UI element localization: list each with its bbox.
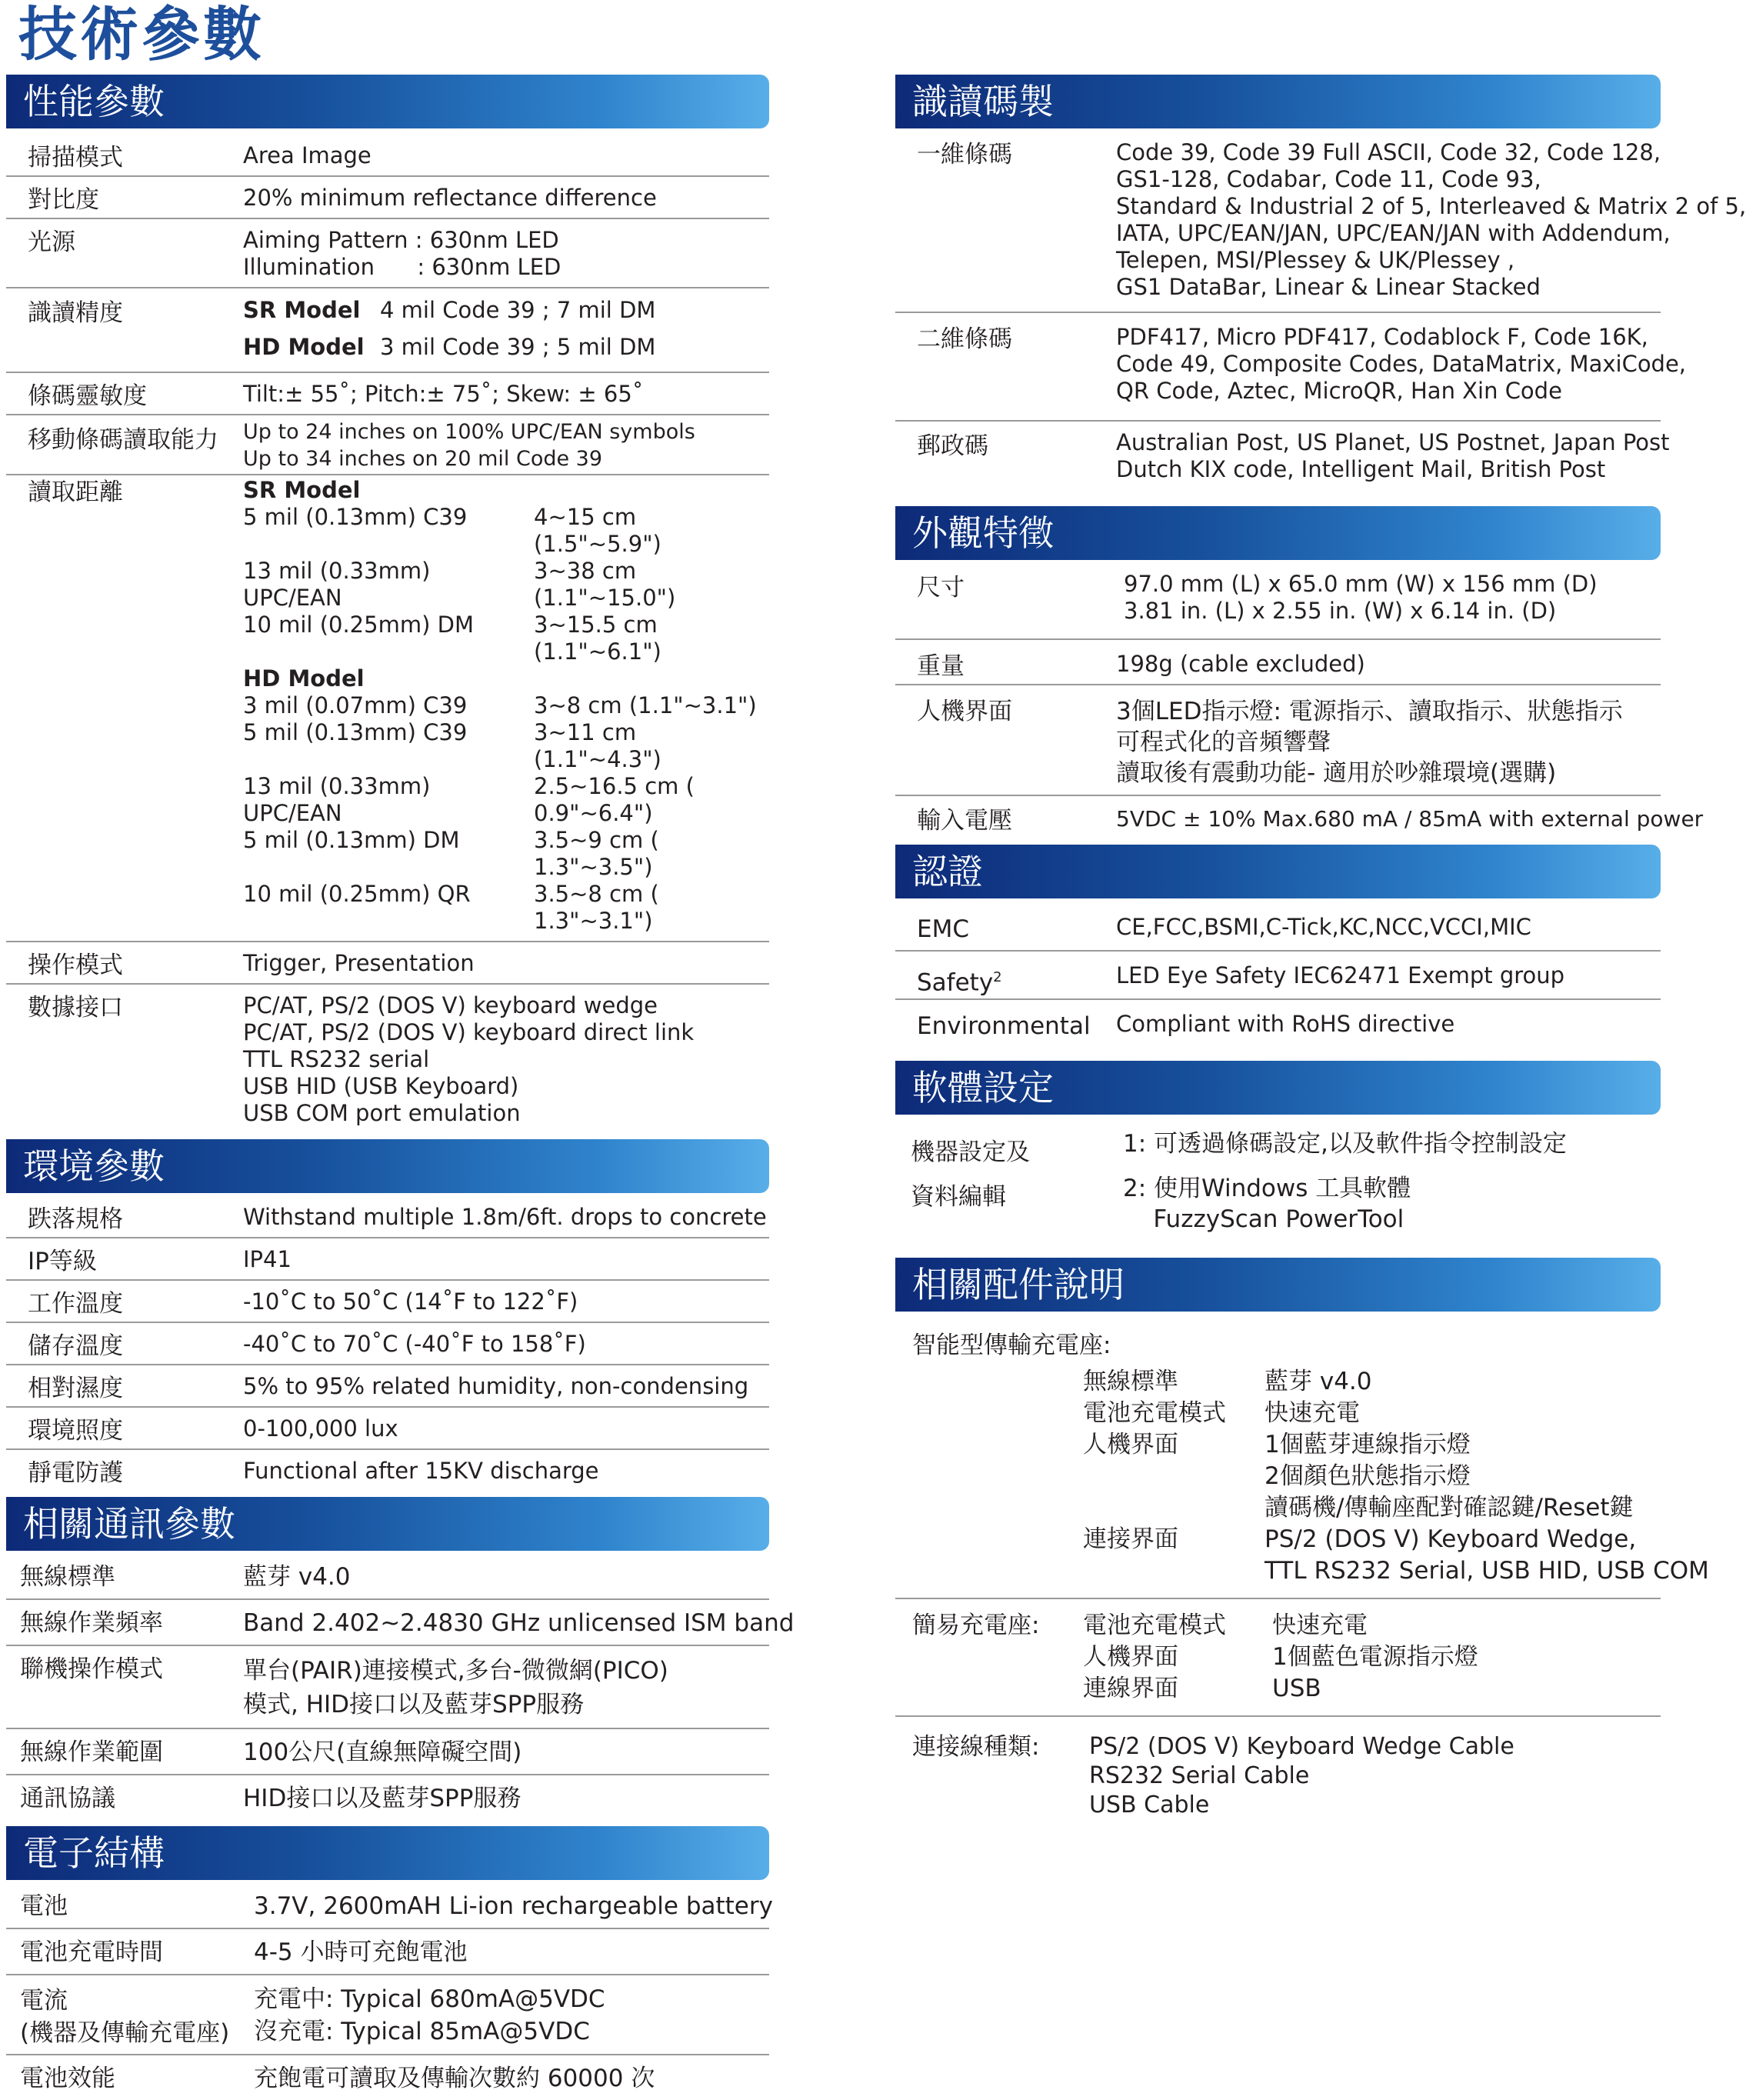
- range-cell: 3~38 cm (1.1"~15.0"): [534, 558, 676, 611]
- code-cell: 5 mil (0.13mm) DM: [243, 827, 460, 853]
- cable-item: PS/2 (DOS V) Keyboard Wedge Cable: [1089, 1733, 1514, 1760]
- section-header-symbologies: 識讀碼製: [895, 75, 1661, 128]
- model-name: SR Model: [243, 297, 361, 323]
- spec-label: 數據接口: [28, 994, 123, 1022]
- cradle-row: [1083, 1366, 1661, 1398]
- spec-value: Trigger, Presentation: [243, 950, 475, 976]
- distance-row: [243, 692, 769, 719]
- code-cell: 5 mil (0.13mm) C39: [243, 504, 468, 530]
- spec-label: 儲存溫度: [28, 1332, 123, 1360]
- cradle-value: 藍芽 v4.0: [1265, 1368, 1372, 1395]
- spec-value: 1: 可透過條碼設定,以及軟件指令控制設定: [1123, 1130, 1567, 1158]
- cradle-value: PS/2 (DOS V) Keyboard Wedge,: [1265, 1525, 1637, 1553]
- spec-row-safety: [895, 952, 1661, 1000]
- cradle-value: 1個藍芽連線指示燈: [1265, 1431, 1471, 1458]
- spec-value: 5% to 95% related humidity, non-condensing: [243, 1373, 749, 1399]
- spec-value: 充飽電可讀取及傳輸次數約 60000 次: [254, 2065, 655, 2092]
- spec-label: Environmental: [917, 1012, 1091, 1040]
- spec-label: 無線作業頻率: [20, 1609, 163, 1637]
- spec-label: 人機界面: [917, 698, 1012, 725]
- spec-value: FuzzyScan PowerTool: [1123, 1205, 1404, 1233]
- spec-value: PC/AT, PS/2 (DOS V) keyboard direct link: [243, 1019, 695, 1045]
- spec-value: PDF417, Micro PDF417, Codablock F, Code 16K,: [1116, 324, 1648, 350]
- spec-row-weight: [895, 640, 1661, 685]
- spec-value: QR Code, Aztec, MicroQR, Han Xin Code: [1116, 378, 1562, 404]
- spec-value: -40˚C to 70˚C (-40˚F to 158˚F): [243, 1331, 586, 1357]
- spec-label: [20, 1985, 229, 2049]
- electronics-rows: [6, 1880, 773, 2100]
- cradle-value: 讀碼機/傳輸座配對確認鍵/Reset鍵: [1265, 1494, 1634, 1522]
- model-name: SR Model: [243, 477, 361, 503]
- spec-row-operation: [6, 942, 769, 985]
- cradle-key: 連接界面: [1083, 1525, 1178, 1553]
- section-header-comms: 相關通訊參數: [6, 1497, 769, 1551]
- spec-row: [6, 1975, 769, 2055]
- cradle-row: [1083, 1673, 1661, 1705]
- spec-label-line: 電流: [20, 1987, 68, 2015]
- spec-value: 充電中: Typical 680mA@5VDC: [254, 1985, 605, 2013]
- distance-row: [243, 504, 769, 558]
- spec-label: 條碼靈敏度: [28, 382, 147, 410]
- spec-label: 相對濕度: [28, 1375, 123, 1402]
- cradle-value: 2個顏色狀態指示燈: [1265, 1462, 1471, 1490]
- spec-value: 3 mil Code 39 ; 5 mil DM: [380, 334, 656, 360]
- spec-row-hmi: [895, 685, 1661, 796]
- distance-row: [243, 773, 769, 827]
- spec-label: 電池效能: [20, 2065, 115, 2092]
- cradle-row: [1083, 1642, 1661, 1673]
- spec-value: Illumination : 630nm LED: [243, 254, 561, 280]
- code-cell: 13 mil (0.33mm) UPC/EAN: [243, 558, 431, 611]
- spec-label: 電池: [20, 1892, 68, 1920]
- cable-block: [895, 1728, 1661, 1820]
- spec-row-light-source: [6, 219, 769, 288]
- spec-value: Withstand multiple 1.8m/6ft. drops to concrete: [243, 1204, 767, 1230]
- spec-label: 環境照度: [28, 1417, 123, 1445]
- spec-value: 100公尺(直線無障礙空間): [243, 1738, 522, 1766]
- divider: [895, 1598, 1661, 1599]
- spec-value: IP41: [243, 1246, 292, 1272]
- spec-value: Telepen, MSI/Plessey & UK/Plessey ,: [1116, 247, 1515, 273]
- cradle-key: 人機界面: [1083, 1431, 1178, 1458]
- spec-label: IP等級: [28, 1248, 97, 1275]
- spec-row-2d: [895, 313, 1687, 422]
- footnote-marker: 2: [993, 969, 1002, 985]
- spec-label-line: (機器及傳輸充電座): [20, 2019, 230, 2047]
- spec-value: PC/AT, PS/2 (DOS V) keyboard wedge: [243, 992, 658, 1018]
- spec-row: [6, 1323, 769, 1365]
- spec-row: [6, 1193, 769, 1238]
- spec-row: [6, 1646, 769, 1729]
- spec-label-line: 機器設定及: [911, 1138, 1030, 1166]
- code-cell: 5 mil (0.13mm) C39: [243, 719, 468, 745]
- spec-row: [6, 1365, 769, 1408]
- spec-label-line: 資料編輯: [911, 1183, 1006, 1211]
- spec-value: 3個LED指示燈: 電源指示、讀取指示、狀態指示: [1116, 698, 1623, 725]
- spec-label: 郵政碼: [917, 432, 988, 460]
- code-cell: 13 mil (0.33mm) UPC/EAN: [243, 773, 431, 826]
- spec-value: Up to 24 inches on 100% UPC/EAN symbols: [243, 420, 695, 444]
- cradle-block: [895, 1366, 1709, 1587]
- model-name: HD Model: [243, 665, 365, 692]
- spec-row-voltage: [895, 796, 1704, 838]
- spec-value: 5VDC ± 10% Max.680 mA / 85mA with external power: [1116, 806, 1704, 832]
- spec-value: GS1-128, Codabar, Code 11, Code 93,: [1116, 166, 1541, 192]
- spec-value: 3.81 in. (L) x 2.55 in. (W) x 6.14 in. (D): [1124, 598, 1557, 624]
- spec-row: [6, 1729, 769, 1775]
- cradle-key: 無線標準: [1083, 1368, 1178, 1395]
- code-cell: 10 mil (0.25mm) QR: [243, 881, 471, 907]
- spec-label: 一維條碼: [917, 141, 1012, 168]
- spec-label: 靜電防護: [28, 1459, 123, 1487]
- range-cell: 3~8 cm (1.1"~3.1"): [534, 692, 757, 718]
- cradle-key: 電池充電模式: [1083, 1612, 1226, 1639]
- spec-label: 操作模式: [28, 952, 123, 979]
- cradle-value: 快速充電: [1272, 1612, 1368, 1639]
- spec-label: 識讀精度: [28, 299, 123, 327]
- cable-title: 連接線種類:: [912, 1733, 1040, 1761]
- cradle-row: [1083, 1524, 1709, 1587]
- spec-row-contrast: [6, 177, 769, 219]
- environment-rows: [6, 1193, 769, 1491]
- spec-value: 97.0 mm (L) x 65.0 mm (W) x 156 mm (D): [1124, 571, 1598, 597]
- spec-value: -10˚C to 50˚C (14˚F to 122˚F): [243, 1288, 578, 1315]
- spec-value: Functional after 15KV discharge: [243, 1458, 599, 1484]
- section-header-electronics: 電子結構: [6, 1826, 769, 1880]
- spec-label: [911, 1130, 1030, 1219]
- distance-row: [243, 719, 769, 773]
- spec-value: 可程式化的音頻響聲: [1116, 728, 1331, 756]
- cradle-value: TTL RS232 Serial, USB HID, USB COM: [1265, 1557, 1709, 1585]
- spec-value: 沒充電: Typical 85mA@5VDC: [254, 2018, 590, 2045]
- spec-label: 無線標準: [20, 1563, 115, 1591]
- spec-value: Standard & Industrial 2 of 5, Interleaved & Matrix 2 of 5,: [1116, 193, 1746, 219]
- spec-row-motion: [6, 415, 769, 475]
- spec-label: 工作溫度: [28, 1290, 123, 1318]
- spec-value: CE,FCC,BSMI,C-Tick,KC,NCC,VCCI,MIC: [1116, 914, 1531, 940]
- spec-value: 4 mil Code 39 ; 7 mil DM: [380, 297, 656, 323]
- spec-value: Code 39, Code 39 Full ASCII, Code 32, Code 128,: [1116, 139, 1661, 165]
- spec-value: 模式, HID接口以及藍芽SPP服務: [243, 1691, 585, 1718]
- spec-row: [6, 1929, 769, 1975]
- distance-row: [243, 558, 769, 612]
- spec-label: 移動條碼讀取能力: [28, 426, 218, 454]
- left-column: [6, 75, 795, 2100]
- spec-value: Compliant with RoHS directive: [1116, 1011, 1455, 1037]
- range-cell: 3.5~8 cm ( 1.3"~3.1"): [534, 881, 659, 934]
- cradle-value: 1個藍色電源指示燈: [1272, 1643, 1478, 1671]
- spec-label: 二維條碼: [917, 325, 1012, 353]
- spec-row: [6, 1600, 795, 1646]
- spec-label: 尺寸: [917, 574, 965, 602]
- spec-label: 讀取距離: [28, 478, 123, 506]
- code-cell: 3 mil (0.07mm) C39: [243, 692, 468, 718]
- spec-row: [6, 2055, 769, 2100]
- code-cell: 10 mil (0.25mm) DM: [243, 612, 474, 638]
- spec-label: 掃描模式: [28, 144, 123, 172]
- spec-value: TTL RS232 serial: [243, 1046, 430, 1072]
- cradle-title: 智能型傳輸充電座:: [912, 1332, 1111, 1359]
- spec-label: 聯機操作模式: [20, 1655, 163, 1683]
- spec-row: [6, 1238, 769, 1281]
- cradle-value: USB: [1272, 1675, 1321, 1702]
- spec-row-interface: [6, 985, 769, 1133]
- section-header-certification: 認證: [895, 845, 1661, 898]
- model-name: HD Model: [243, 334, 365, 360]
- spec-value: USB COM port emulation: [243, 1100, 521, 1126]
- divider: [895, 1715, 1661, 1717]
- range-cell: 3.5~9 cm ( 1.3"~3.5"): [534, 827, 659, 880]
- spec-row: [6, 1408, 769, 1450]
- section-header-accessories: 相關配件說明: [895, 1258, 1661, 1312]
- simple-cradle-title: 簡易充電座:: [912, 1612, 1040, 1639]
- spec-row-distance: [6, 475, 769, 942]
- cradle-value: 快速充電: [1265, 1399, 1360, 1427]
- spec-value: 20% minimum reflectance difference: [243, 185, 657, 211]
- cable-item: RS232 Serial Cable: [1089, 1762, 1310, 1789]
- spec-row-emc: [895, 898, 1661, 952]
- distance-row: [243, 612, 769, 665]
- cable-item: USB Cable: [1089, 1792, 1210, 1818]
- simple-cradle-block: [895, 1610, 1661, 1705]
- cradle-row: [1083, 1429, 1661, 1524]
- cradle-row: [1083, 1398, 1661, 1429]
- spec-value: GS1 DataBar, Linear & Linear Stacked: [1116, 274, 1541, 300]
- cradle-key: 電池充電模式: [1083, 1399, 1226, 1427]
- spec-row: [6, 1551, 769, 1600]
- spec-value: Dutch KIX code, Intelligent Mail, British Post: [1116, 456, 1606, 482]
- spec-label: [917, 964, 1002, 996]
- cradle-key: 連線界面: [1083, 1675, 1178, 1702]
- spec-label: 通訊協議: [20, 1785, 115, 1812]
- range-cell: 3~15.5 cm (1.1"~6.1"): [534, 612, 661, 665]
- spec-value: Code 49, Composite Codes, DataMatrix, MaxiCode,: [1116, 351, 1687, 377]
- spec-value: 讀取後有震動功能- 適用於吵雜環境(選購): [1116, 759, 1557, 787]
- spec-value: 0-100,000 lux: [243, 1415, 398, 1442]
- spec-row-resolution: [6, 288, 769, 373]
- spec-row: [6, 1281, 769, 1323]
- spec-row-software: [895, 1115, 1661, 1252]
- section-header-environment: 環境參數: [6, 1139, 769, 1193]
- spec-label: 無線作業範圍: [20, 1738, 163, 1766]
- spec-value: 2: 使用Windows 工具軟體: [1123, 1175, 1411, 1202]
- right-column: [895, 75, 1746, 1820]
- spec-label: 跌落規格: [28, 1205, 123, 1233]
- spec-label-text: Safety: [917, 968, 994, 997]
- spec-value: Aiming Pattern : 630nm LED: [243, 227, 559, 253]
- spec-row: [6, 1775, 769, 1820]
- spec-label: EMC: [917, 915, 969, 943]
- distance-row: [243, 881, 769, 935]
- cradle-key: 人機界面: [1083, 1643, 1178, 1671]
- spec-row-postal: [895, 422, 1670, 500]
- spec-row: [6, 1880, 773, 1929]
- spec-row: [6, 1450, 769, 1491]
- spec-value: 198g (cable excluded): [1116, 651, 1365, 677]
- spec-row-1d: [895, 128, 1746, 313]
- comms-rows: [6, 1551, 795, 1820]
- spec-value: Tilt:± 55˚; Pitch:± 75˚; Skew: ± 65˚: [243, 381, 644, 407]
- spec-value: 4-5 小時可充飽電池: [254, 1938, 468, 1966]
- spec-label: 光源: [28, 228, 75, 256]
- spec-value: 3.7V, 2600mAH Li-ion rechargeable battery: [254, 1892, 773, 1920]
- section-header-performance: 性能參數: [6, 75, 769, 128]
- spec-label: 輸入電壓: [917, 807, 1012, 835]
- range-cell: 3~11 cm (1.1"~4.3"): [534, 719, 661, 772]
- spec-value: HID接口以及藍芽SPP服務: [243, 1785, 521, 1812]
- spec-value: 藍芽 v4.0: [243, 1563, 351, 1591]
- spec-value: 單台(PAIR)連接模式,多台-微微網(PICO): [243, 1657, 668, 1685]
- spec-value: Australian Post, US Planet, US Postnet, Japan Post: [1116, 429, 1670, 455]
- spec-value: IATA, UPC/EAN/JAN, UPC/EAN/JAN with Addendum,: [1116, 220, 1671, 246]
- spec-label: 電池充電時間: [20, 1938, 163, 1966]
- spec-value: USB HID (USB Keyboard): [243, 1073, 519, 1099]
- spec-row-sensitivity: [6, 373, 769, 415]
- section-header-software: 軟體設定: [895, 1061, 1661, 1115]
- spec-value: Up to 34 inches on 20 mil Code 39: [243, 447, 603, 471]
- range-cell: 4~15 cm (1.5"~5.9"): [534, 504, 661, 557]
- section-header-appearance: 外觀特徵: [895, 506, 1661, 560]
- spec-row-scan-mode: [6, 128, 769, 177]
- spec-row-size: [895, 560, 1661, 640]
- spec-value: Band 2.402~2.4830 GHz unlicensed ISM band: [243, 1609, 795, 1637]
- spec-label: 對比度: [28, 186, 99, 214]
- range-cell: 2.5~16.5 cm ( 0.9"~6.4"): [534, 773, 695, 826]
- spec-row-environmental: [895, 1000, 1661, 1055]
- spec-value: LED Eye Safety IEC62471 Exempt group: [1116, 962, 1565, 988]
- cradle-row: [1083, 1610, 1661, 1642]
- distance-row: [243, 827, 769, 881]
- spec-value: Area Image: [243, 142, 372, 168]
- spec-label: 重量: [917, 652, 965, 680]
- page-title: 技術參數: [18, 0, 265, 68]
